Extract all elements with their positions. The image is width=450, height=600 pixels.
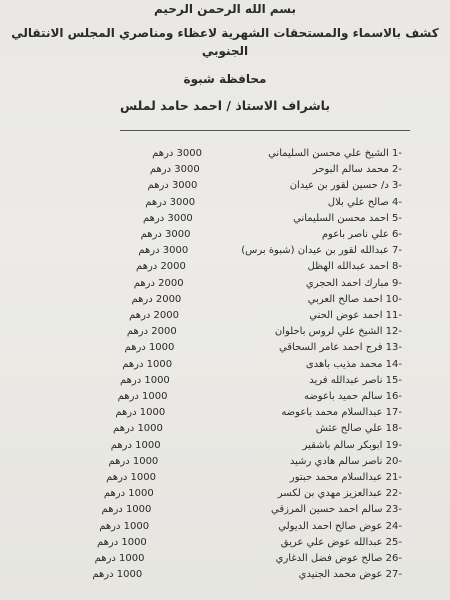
member-amount: 3000 درهم [140, 229, 191, 240]
member-row [0, 569, 450, 585]
member-row [0, 245, 450, 261]
member-name: -17 عبدالسلام محمد باعوضه [281, 407, 402, 419]
member-row [0, 407, 450, 423]
member-name: -6 علي ناصر باعوم [321, 229, 402, 240]
member-row [0, 488, 450, 504]
member-row [0, 164, 450, 180]
member-name: -2 محمد سالم البوحر [312, 164, 402, 176]
member-row [0, 537, 450, 553]
member-amount: 1000 درهم [122, 358, 173, 370]
member-amount: 2000 درهم [131, 293, 182, 305]
member-amount: 3000 درهم [145, 196, 196, 208]
member-amount: 1000 درهم [113, 423, 163, 435]
member-name: -23 سالم احمد حسين المرزقي [271, 504, 402, 516]
member-name: -25 عبدالله عوض علي عريق [280, 536, 402, 548]
member-name: -22 عبدالعزيز مهدي بن لكسر [277, 488, 402, 500]
member-row [0, 456, 450, 472]
member-name: -11 احمد عوض الحني [309, 310, 402, 321]
supervision-line: باشراف الاستاذ / احمد حامد لملس [119, 98, 331, 113]
member-name: -16 سالم حميد باعوضه [303, 391, 402, 402]
member-row [0, 359, 450, 375]
member-row [0, 440, 450, 456]
member-row [0, 310, 450, 326]
member-amount: 2000 درهم [129, 310, 179, 321]
member-amount: 1000 درهم [124, 342, 175, 354]
province-label: محافظة شبوة [183, 72, 267, 86]
member-amount: 1000 درهم [115, 407, 166, 419]
member-name: -3 د/ حسين لقور بن عيدان [289, 180, 402, 192]
member-name: -20 ناصر سالم هادي رشيد [289, 455, 402, 467]
member-amount: 1000 درهم [101, 504, 152, 516]
member-name: -12 الشيخ علي لروس باحلوان [274, 326, 402, 338]
member-row [0, 229, 450, 245]
member-name: -21 عبدالسلام محمد حبتور [289, 472, 402, 483]
member-amount: 1000 درهم [96, 536, 147, 548]
member-row [0, 342, 450, 358]
member-amount: 1000 درهم [119, 374, 170, 386]
member-row [0, 197, 450, 213]
document-title: كشف بالاسماء والمستحقات الشهرية لاعظاء ومناصري المجلس الانتقالي الجنوبي [11, 26, 439, 58]
member-amount: 1000 درهم [108, 455, 159, 467]
member-amount: 1000 درهم [103, 488, 154, 500]
member-row [0, 294, 450, 310]
member-row [0, 261, 450, 277]
member-row [0, 148, 450, 164]
member-amount: 1000 درهم [94, 553, 145, 564]
member-amount: 1000 درهم [92, 569, 143, 581]
member-amount: 3000 درهم [152, 148, 202, 159]
member-amount: 1000 درهم [117, 391, 168, 402]
member-amount: 1000 درهم [99, 520, 150, 532]
member-row [0, 375, 450, 391]
member-name: -14 محمد مذيب باهدى [305, 358, 402, 370]
member-row [0, 553, 450, 569]
member-amount: 1000 درهم [106, 472, 156, 483]
header-divider [120, 130, 410, 131]
member-row [0, 504, 450, 520]
member-row [0, 521, 450, 537]
member-name: -18 علي صالح عثش [315, 423, 402, 435]
member-amount: 1000 درهم [110, 439, 161, 451]
member-name: -1 الشيخ علي محسن السليماني [268, 148, 402, 159]
member-name: -10 احمد صالح العربي [307, 293, 402, 305]
member-row [0, 180, 450, 196]
member-amount: 2000 درهم [136, 261, 186, 273]
member-name: -13 فرج احمد عامر السحاقي [278, 342, 402, 354]
member-amount: 3000 درهم [138, 245, 189, 257]
member-amount: 3000 درهم [149, 164, 200, 176]
member-name: -19 ابوبكر سالم باشقير [302, 439, 402, 451]
member-name: -27 عوض محمد الجنيدي [298, 569, 402, 581]
member-row [0, 326, 450, 342]
member-name: -26 صالح عوض فضل الدغاري [275, 553, 402, 564]
member-name: -7 عبدالله لقور بن عيدان (شبوة برس) [241, 245, 402, 257]
member-amount: 3000 درهم [142, 212, 193, 224]
member-row [0, 423, 450, 439]
member-amount: 3000 درهم [147, 180, 198, 192]
member-name: -24 عوض صالح احمد الديولي [278, 520, 402, 532]
member-amount: 2000 درهم [126, 326, 177, 338]
member-name: -5 احمد محسن السليماني [293, 212, 402, 224]
member-row [0, 213, 450, 229]
member-name: -15 ناصر عبدالله فريد [309, 374, 402, 386]
member-name: -8 احمد عبدالله الهظل [307, 261, 402, 273]
member-amount: 2000 درهم [133, 277, 184, 289]
member-row [0, 391, 450, 407]
member-row [0, 472, 450, 488]
member-name: -9 مبارك احمد الحجري [305, 277, 402, 289]
bismillah-line: بسم الله الرحمن الرحيم [153, 2, 297, 16]
member-name: -4 صالح علي بلال [327, 196, 402, 208]
member-row [0, 278, 450, 294]
